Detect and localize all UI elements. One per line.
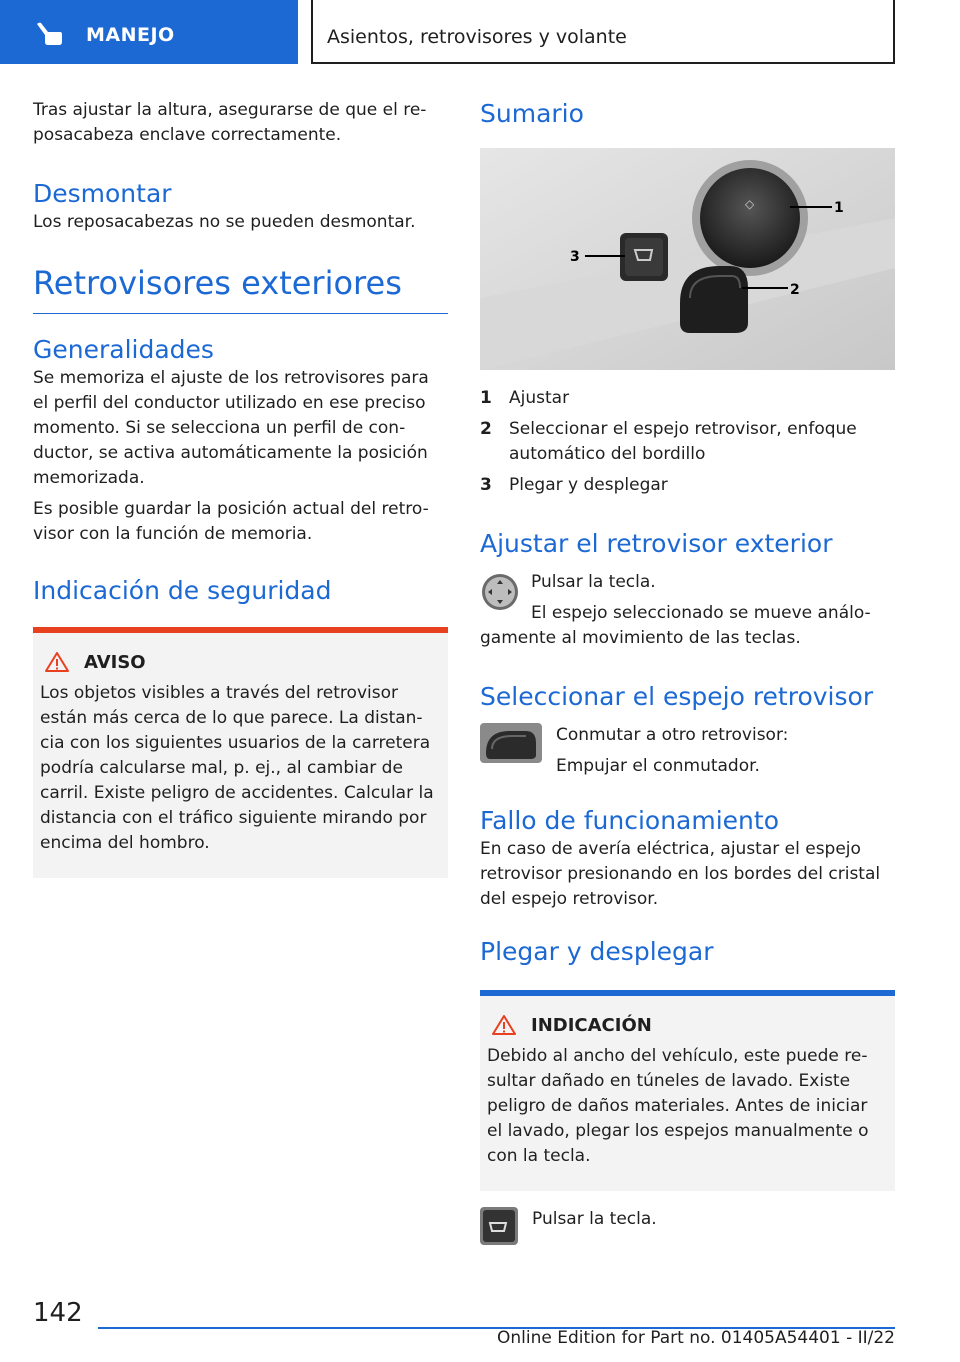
ajustar-block [480,570,895,651]
warning-label: AVISO [84,651,146,673]
plegar-text: Pulsar la tecla. [532,1209,657,1229]
left-column [33,98,448,878]
main-heading: Retrovisores exteriores [33,264,402,302]
section-tab [0,0,298,64]
seleccionar-text-1: Conmutar a otro retrovisor: [556,725,789,745]
generalidades-text-1: Se memoriza el ajuste de los retrovisores para el perfil del conductor utilizado en ese preciso momento. Si se selecciona un perfil de con-ductor, se activa automáticamente la posición memorizada. [33,368,429,488]
intro-text: Tras ajustar la altura, asegurarse de que el re-posacabeza enclave correctamente. [33,100,427,145]
note-label: INDICACIÓN [531,1014,652,1036]
mirror-controls-photo [480,148,895,370]
desmontar-text: Los reposacabezas no se pueden desmontar. [33,212,416,232]
warning-triangle-icon [491,1014,517,1036]
figure-callout-2: 2 [790,282,800,298]
legend-list [480,386,895,498]
generalidades-text-2: Es posible guardar la posición actual del retro-visor con la función de memoria. [33,499,429,544]
generalidades-heading: Generalidades [33,335,214,364]
mirror-fold-icon [480,1207,518,1245]
warning-text: Los objetos visibles a través del retrovisor están más cerca de lo que parece. La distan-cia con los siguientes usuarios de la carretera podría calcularse mal, p. ej., al cambiar de carril. Existe peligro de accidentes. Calcular la distancia con el tráfico siguiente mirando por encima del hombro. [40,683,434,853]
warning-box [33,627,448,878]
figure-callout-3: 3 [570,249,580,265]
right-column [480,98,895,1245]
seleccionar-block [480,723,895,779]
fallo-heading: Fallo de funcionamiento [480,806,779,835]
plegar-block [480,1207,895,1245]
list-item: 3 Plegar y desplegar [480,475,668,495]
figure-callout-1: 1 [834,200,844,216]
footer-edition: Online Edition for Part no. 01405A54401 - II/22 [496,1328,895,1348]
seleccionar-heading: Seleccionar el espejo retrovisor [480,682,874,711]
ajustar-heading: Ajustar el retrovisor exterior [480,529,833,558]
ajustar-text-1: Pulsar la tecla. [531,572,656,592]
list-item: 1 Ajustar [480,388,570,408]
desmontar-heading: Desmontar [33,179,172,208]
section-label: MANEJO [86,24,175,46]
ajustar-text-2: El espejo seleccionado se mueve análo-gamente al movimiento de las teclas. [480,603,871,648]
mirror-switch-icon [480,723,542,763]
seguridad-heading: Indicación de seguridad [33,576,332,605]
list-item: 2 Seleccionar el espejo retrovisor, enfoque automático del bordillo [480,419,857,464]
sumario-heading: Sumario [480,99,584,128]
chapter-title: Asientos, retrovisores y volante [327,26,627,48]
page-number: 142 [33,1298,83,1328]
svg-text:◇: ◇ [745,197,755,211]
mirror-adjust-pad-icon [480,572,520,612]
warning-triangle-icon [44,651,70,673]
fallo-text: En caso de avería eléctrica, ajustar el espejo retrovisor presionando en los bordes del cristal del espejo retrovisor. [480,839,881,909]
seleccionar-text-2: Empujar el conmutador. [556,756,760,776]
note-text: Debido al ancho del vehículo, este puede re-sultar dañado en túneles de lavado. Existe peligro de daños materiales. Antes de iniciar el lavado, plegar los espejos manualmente o con la tecla. [487,1046,869,1166]
note-box [480,990,895,1191]
hand-pointer-icon [34,22,64,46]
chapter-header [311,0,895,64]
heading-rule [33,313,448,314]
plegar-heading: Plegar y desplegar [480,937,714,966]
